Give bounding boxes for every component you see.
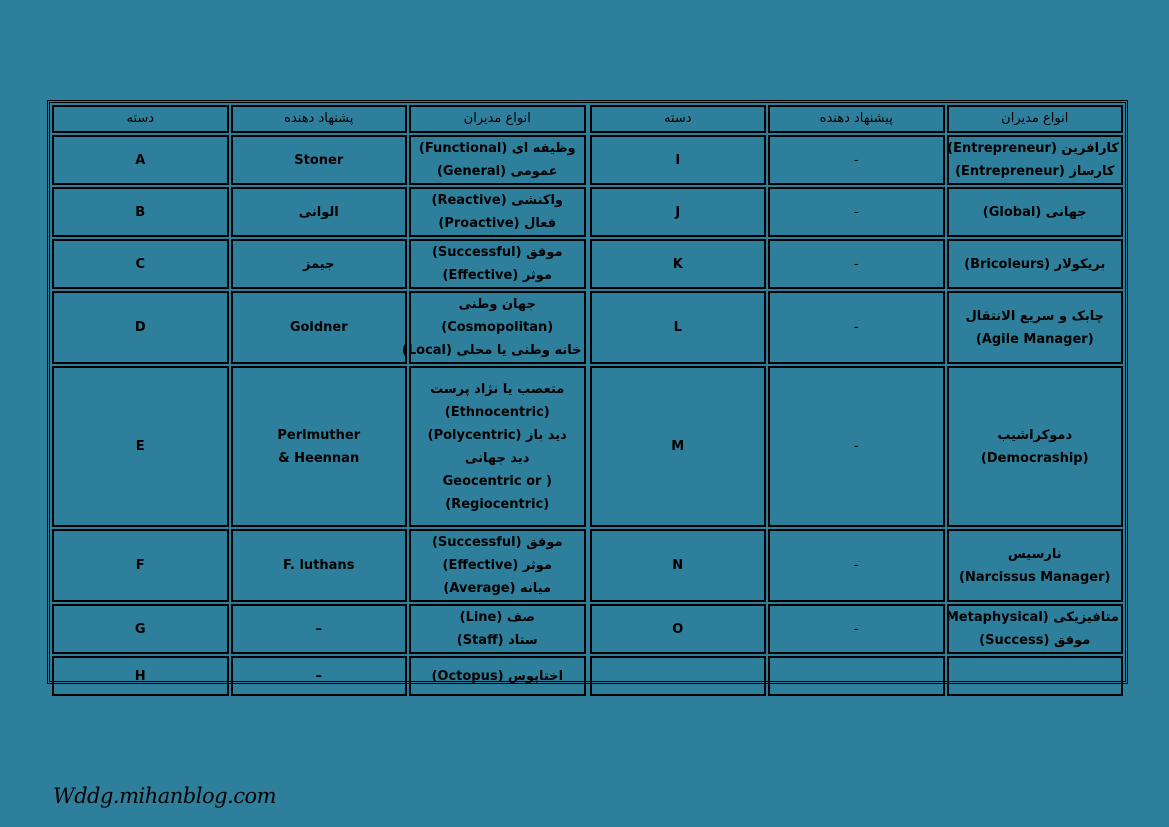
right-category-cell: J [590, 187, 767, 237]
left-types-cell-line: (Ethnocentric) [444, 404, 550, 420]
right-types-cell [947, 135, 1124, 185]
right-types-cell-line: کارساز (Entrepreneur) [955, 164, 1115, 179]
right-category-cell: K [590, 239, 767, 289]
left-category-cell: G [52, 604, 229, 654]
left-types-cell-line: واکنشی (Reactive) [431, 193, 563, 208]
right-types-cell-line: بریکولار (Bricoleurs) [964, 256, 1106, 272]
left-types-cell-line: عمومی (General) [436, 164, 558, 179]
left-types-cell-line: (Cosmopolitan) [441, 320, 554, 335]
left-types-cell-line: موفق (Successful) [431, 245, 563, 260]
right-proposer-cell: - [768, 239, 945, 289]
left-types-cell-line: ستاد (Staff) [456, 633, 538, 648]
left-types-cell-line: جهان وطنی [458, 297, 536, 312]
left-proposer-cell [231, 366, 408, 527]
table-row [52, 656, 1123, 696]
left-types-cell-line: دید باز (Polycentric) [427, 427, 567, 443]
header-left-category: دسته [52, 105, 229, 133]
left-proposer-cell [231, 529, 408, 602]
right-proposer-cell: - [768, 604, 945, 654]
header-right-types: انواع مدیران [947, 105, 1124, 133]
right-types-cell-line: دموکراشیب [997, 427, 1073, 443]
right-category-cell: N [590, 529, 767, 602]
left-types-cell-line: (Regiocentric) [445, 496, 550, 512]
right-types-cell-line: (Narcissus Manager) [959, 569, 1111, 585]
left-category-cell: E [52, 366, 229, 527]
right-proposer-cell: - [768, 291, 945, 364]
left-types-cell-line: دید جهانی [465, 450, 530, 466]
right-proposer-cell [768, 656, 945, 696]
header-left-types: انواع مدیران [409, 105, 586, 133]
left-types-cell [409, 529, 586, 602]
header-row [52, 105, 1123, 133]
right-proposer-cell: - [768, 187, 945, 237]
table-row [52, 366, 1123, 527]
right-types-cell [947, 604, 1124, 654]
left-proposer-cell-line: Perlmuther [277, 427, 361, 443]
table-row [52, 604, 1123, 654]
right-category-cell: L [590, 291, 767, 364]
left-types-cell [409, 187, 586, 237]
left-types-cell-line: صف (Line) [459, 610, 535, 625]
right-types-cell [947, 366, 1124, 527]
table-row [52, 291, 1123, 364]
right-category-cell: I [590, 135, 767, 185]
left-proposer-cell [231, 239, 408, 289]
left-types-cell [409, 239, 586, 289]
left-types-cell-line: فعال (Proactive) [438, 216, 557, 231]
right-proposer-cell: - [768, 529, 945, 602]
left-types-cell [409, 656, 586, 696]
left-proposer-cell [231, 135, 408, 185]
left-types-cell-line: موثر (Effective) [442, 558, 552, 573]
left-proposer-cell-line: – [315, 668, 322, 684]
right-types-cell [947, 529, 1124, 602]
left-proposer-cell-line: & Heennan [278, 450, 360, 466]
right-category-cell [590, 656, 767, 696]
left-types-cell [409, 366, 586, 527]
left-types-cell-line: ( Geocentric or [442, 473, 552, 489]
left-category-cell: H [52, 656, 229, 696]
left-types-cell [409, 604, 586, 654]
right-types-cell [947, 656, 1124, 696]
right-types-cell-line: کارافرین (Entrepreneur) [947, 141, 1119, 156]
right-types-cell-line: جهانی (Global) [982, 204, 1087, 220]
header-left-proposer: پشنهاد دهنده [231, 105, 408, 133]
left-category-cell: C [52, 239, 229, 289]
left-proposer-cell [231, 604, 408, 654]
right-category-cell: M [590, 366, 767, 527]
header-right-proposer: پیشنهاد دهنده [768, 105, 945, 133]
left-category-cell: B [52, 187, 229, 237]
right-proposer-cell: - [768, 366, 945, 527]
left-types-cell-line: موثر (Effective) [442, 268, 552, 283]
left-proposer-cell-line: F. luthans [283, 558, 355, 573]
left-types-cell-line: موفق (Successful) [431, 535, 563, 550]
left-category-cell: F [52, 529, 229, 602]
table-row [52, 529, 1123, 602]
left-category-cell: D [52, 291, 229, 364]
right-types-cell [947, 239, 1124, 289]
left-types-cell [401, 291, 586, 364]
left-proposer-cell [231, 187, 408, 237]
left-proposer-cell [231, 656, 408, 696]
left-proposer-cell-line: Stoner [294, 152, 344, 168]
right-types-cell-line: (Agile Manager) [975, 331, 1094, 347]
header-right-category: دسته [590, 105, 767, 133]
manager-types-table-frame [47, 100, 1128, 684]
left-proposer-cell-line: Goldner [289, 320, 348, 335]
right-types-cell-line: موفق (Success) [979, 633, 1091, 648]
table-row [52, 239, 1123, 289]
left-types-cell-line: خانه وطنی یا محلی (Local) [401, 343, 582, 358]
right-proposer-cell: - [768, 135, 945, 185]
manager-types-table [50, 103, 1125, 698]
right-category-cell: O [590, 604, 767, 654]
site-watermark: Wddg.mihanblog.com [53, 784, 277, 808]
right-types-cell [947, 291, 1124, 364]
left-proposer-cell-line: جیمز [303, 256, 335, 272]
left-category-cell: A [52, 135, 229, 185]
left-proposer-cell-line: – [315, 621, 322, 637]
table-body [52, 135, 1123, 696]
table-row [52, 135, 1123, 185]
right-types-cell-line: (Democraship) [980, 450, 1089, 466]
left-proposer-cell-line: الوانی [298, 204, 339, 220]
right-types-cell-line: متافیزیکی (Metaphysical [945, 610, 1119, 625]
right-types-cell-line: نارسیس [1007, 546, 1062, 562]
left-types-cell-line: متعصب یا نژاد پرست [430, 381, 565, 397]
left-types-cell-line: میانه (Average) [443, 581, 552, 596]
left-types-cell-line: وظیفه ای (Functional) [418, 141, 576, 156]
left-types-cell-line: اختاپوس (Octopus) [431, 668, 564, 684]
left-proposer-cell [231, 291, 408, 364]
left-types-cell [409, 135, 586, 185]
table-row [52, 187, 1123, 237]
right-types-cell-line: چابک و سریع الانتقال [965, 308, 1105, 324]
right-types-cell [947, 187, 1124, 237]
